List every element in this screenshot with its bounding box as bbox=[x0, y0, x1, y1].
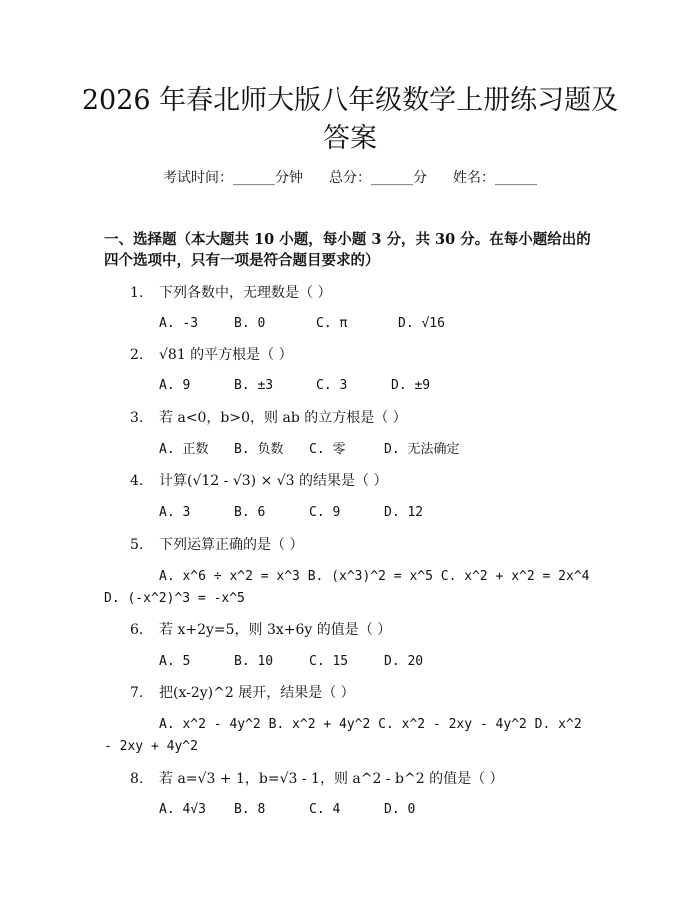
question-text: 下列运算正确的是（ ） bbox=[159, 537, 304, 553]
option-b: B. 6 bbox=[234, 505, 266, 520]
question-text: 若 a<0，b>0，则 ab 的立方根是（ ） bbox=[159, 410, 407, 426]
question-text: 计算(√12 - √3) × √3 的结果是（ ） bbox=[159, 473, 388, 489]
question-7 bbox=[130, 683, 355, 703]
question-number: 5. bbox=[130, 537, 144, 553]
exam-time-label: 考试时间：______分钟 bbox=[163, 170, 303, 186]
option-b: B. 负数 bbox=[234, 442, 284, 457]
question-3 bbox=[130, 408, 407, 428]
options-line-1: A. x^2 - 4y^2 B. x^2 + 4y^2 C. x^2 - 2xy - 4y^2 D. x^2 bbox=[159, 717, 582, 732]
name-label: 姓名：______ bbox=[453, 170, 537, 186]
question-number: 7. bbox=[130, 685, 144, 701]
question-text: √81 的平方根是（ ） bbox=[159, 347, 293, 363]
question-text: 若 a=√3 + 1，b=√3 - 1，则 a^2 - b^2 的值是（ ） bbox=[159, 771, 504, 787]
option-a: A. 3 bbox=[159, 505, 191, 520]
option-d: D. ±9 bbox=[391, 378, 431, 393]
question-text: 把(x-2y)^2 展开，结果是（ ） bbox=[159, 685, 355, 701]
option-d: D. 12 bbox=[384, 505, 424, 520]
question-number: 8. bbox=[130, 771, 144, 787]
option-d: D. √16 bbox=[398, 316, 445, 331]
question-5-options bbox=[104, 566, 596, 610]
question-number: 2. bbox=[130, 347, 144, 363]
question-6 bbox=[130, 620, 391, 640]
option-c: C. 15 bbox=[309, 654, 349, 669]
option-d: D. 20 bbox=[384, 654, 424, 669]
question-text: 下列各数中，无理数是（ ） bbox=[159, 285, 332, 301]
option-b: B. 0 bbox=[234, 316, 266, 331]
question-8-options bbox=[159, 800, 415, 820]
option-c: C. π bbox=[316, 316, 348, 331]
question-8 bbox=[130, 769, 504, 789]
options-line-2: - 2xy + 4y^2 bbox=[104, 739, 198, 754]
question-1-options bbox=[159, 314, 445, 334]
question-number: 3. bbox=[130, 410, 144, 426]
option-d: D. 0 bbox=[384, 802, 416, 817]
option-d: D. 无法确定 bbox=[384, 442, 460, 457]
exam-meta bbox=[0, 168, 700, 188]
option-c: C. 3 bbox=[316, 378, 348, 393]
option-c: C. 9 bbox=[309, 505, 341, 520]
question-text: 若 x+2y=5，则 3x+6y 的值是（ ） bbox=[159, 622, 392, 638]
question-3-options bbox=[159, 440, 459, 460]
option-a: A. -3 bbox=[159, 316, 199, 331]
question-number: 4. bbox=[130, 473, 144, 489]
option-c: C. 零 bbox=[309, 442, 346, 457]
option-a: A. 正数 bbox=[159, 442, 209, 457]
question-2 bbox=[130, 345, 293, 365]
question-4 bbox=[130, 471, 387, 491]
option-c: C. 4 bbox=[309, 802, 341, 817]
section-heading: 一、选择题（本大题共 10 小题，每小题 3 分，共 30 分。在每小题给出的四个选项中，只有一项是符合题目要求的） bbox=[104, 231, 591, 269]
total-score-label: 总分：______分 bbox=[329, 170, 427, 186]
option-a: A. 4√3 bbox=[159, 802, 206, 817]
option-b: B. 10 bbox=[234, 654, 274, 669]
title-line-2: 答案 bbox=[323, 123, 377, 154]
page-title bbox=[80, 82, 620, 158]
question-7-options bbox=[104, 714, 596, 758]
question-1 bbox=[130, 283, 331, 303]
options-line-1: A. x^6 ÷ x^2 = x^3 B. (x^3)^2 = x^5 C. x^2 + x^2 = 2x^4 bbox=[159, 569, 590, 584]
option-a: A. 5 bbox=[159, 654, 191, 669]
question-number: 1. bbox=[130, 285, 144, 301]
option-a: A. 9 bbox=[159, 378, 191, 393]
option-b: B. ±3 bbox=[234, 378, 274, 393]
question-number: 6. bbox=[130, 622, 144, 638]
title-line-1: 2026 年春北师大版八年级数学上册练习题及 bbox=[81, 85, 619, 116]
question-5 bbox=[130, 535, 303, 555]
option-b: B. 8 bbox=[234, 802, 266, 817]
question-6-options bbox=[159, 652, 423, 672]
question-4-options bbox=[159, 503, 423, 523]
question-2-options bbox=[159, 376, 430, 396]
options-line-2: D. (-x^2)^3 = -x^5 bbox=[104, 591, 245, 606]
